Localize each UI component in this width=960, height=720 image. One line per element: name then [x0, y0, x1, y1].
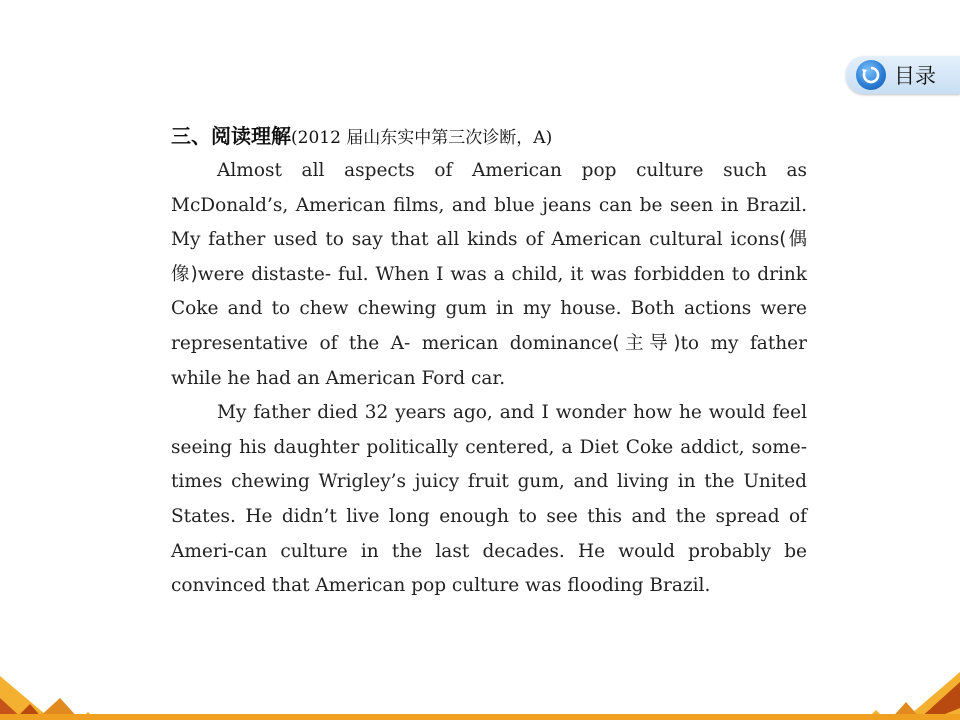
corner-decoration-left	[0, 668, 100, 720]
section-heading	[171, 120, 807, 154]
paragraph-1-line-1: Almost all aspects of American pop culture such as McDonald’s,	[171, 160, 807, 216]
refresh-circle-icon	[856, 60, 886, 90]
gloss-dominance: (主导)	[612, 332, 681, 354]
paragraph-1-line-3b: were distaste-	[197, 263, 332, 285]
corner-decoration-right	[860, 668, 960, 720]
gloss-icons: (偶像)	[171, 229, 807, 285]
paragraph-1-line-7: Ford car.	[421, 367, 506, 389]
section-title: 三、阅读理解	[171, 124, 291, 148]
paragraph-1	[171, 154, 807, 396]
toc-label: 目录	[894, 64, 936, 88]
paragraph-1-line-2: American films, and blue jeans can be seen in Brazil. My father used	[171, 194, 807, 251]
paragraph-1-line-4: ful. When I was a child, it was forbidden to drink Coke and to chew	[171, 263, 807, 320]
bottom-accent-line	[0, 714, 960, 720]
paragraph-1-line-3: to say that all kinds of American cultural icons	[325, 229, 780, 251]
paragraph-2: My father died 32 years ago, and I wonder how he would feel seeing his daughter politically centered, a Diet Coke addict, some-times chewing Wrigley’s juicy fruit gum, and living in the United States. He didn’t live long enough to see this and the spread of Ameri-can culture in the last decades. He would probably be convinced that American pop culture was flooding Brazil.	[171, 402, 807, 597]
reading-section	[171, 120, 807, 604]
paragraph-1-line-5: chewing gum in my house. Both actions were representative of the A-	[171, 298, 807, 354]
paragraph-1-line-6: merican dominance	[421, 332, 613, 354]
section-source: (2012 届山东实中第三次诊断，A)	[291, 128, 553, 148]
paragraph-1-line-6b: to my father while he had an American	[171, 332, 807, 389]
toc-button[interactable]	[846, 56, 960, 94]
